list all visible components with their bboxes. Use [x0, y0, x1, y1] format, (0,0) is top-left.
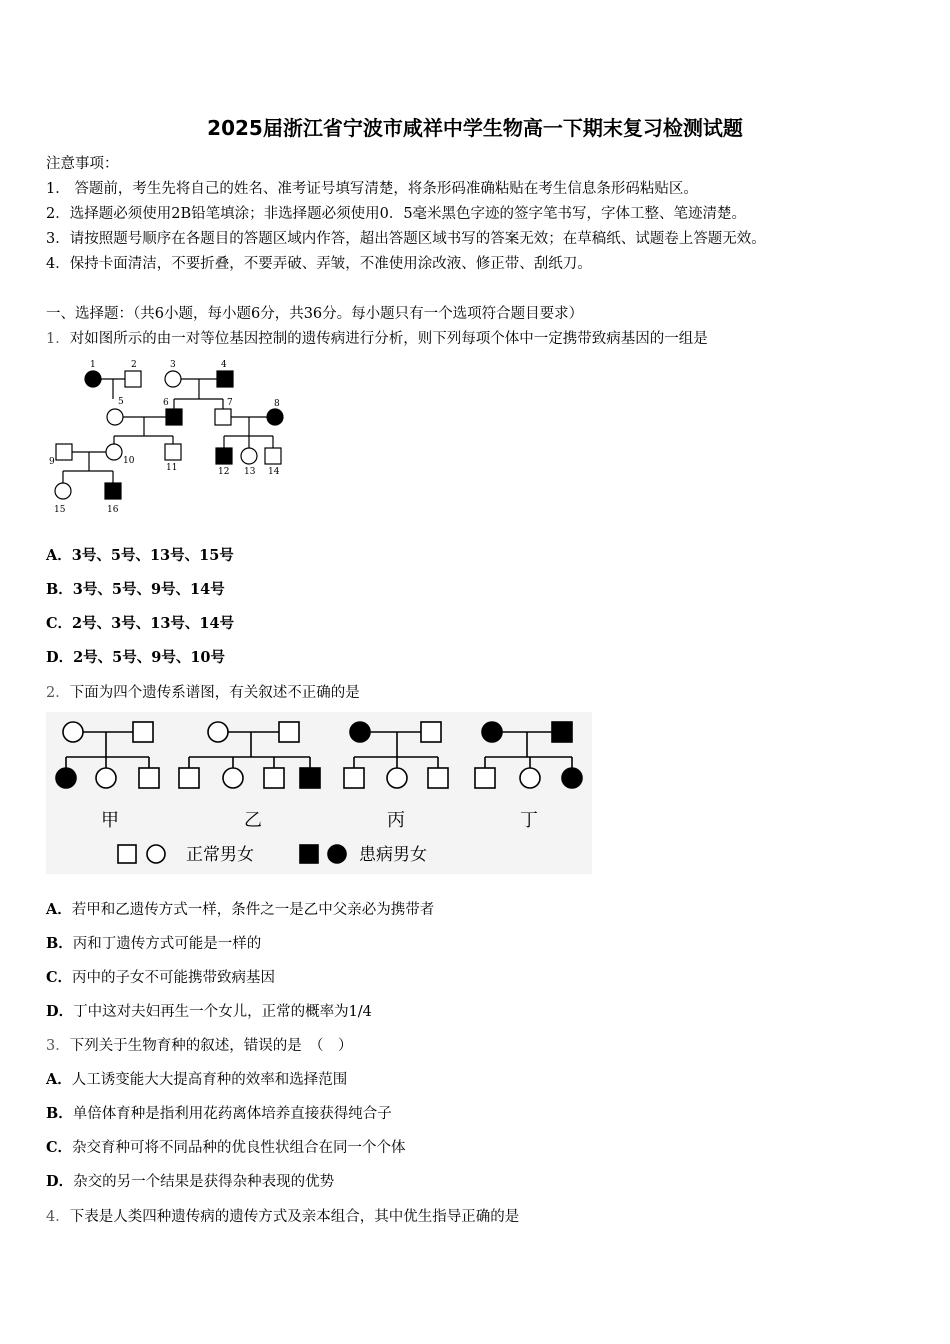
- option-label: A．: [46, 547, 72, 564]
- q2-option-c: [46, 966, 275, 987]
- pedigree-label: 7: [227, 398, 233, 408]
- pedigree-label: 4: [221, 360, 227, 370]
- option-label: B．: [46, 935, 73, 952]
- individual-2-male: [125, 371, 141, 387]
- question-number: 2．: [46, 685, 70, 701]
- option-text: 丙和丁遗传方式可能是一样的: [72, 936, 262, 952]
- question-text: 下面为四个遗传系谱图，有关叙述不正确的是: [69, 685, 360, 701]
- question-text: 下列关于生物育种的叙述，错误的是 （ ）: [69, 1038, 353, 1054]
- option-label: B．: [46, 1105, 73, 1122]
- option-label: B．: [46, 581, 73, 598]
- pedigree-label: 3: [170, 360, 176, 370]
- individual-16-affected-male: [105, 483, 121, 499]
- option-text: 若甲和乙遗传方式一样，条件之一是乙中父亲必为携带者: [71, 902, 435, 918]
- pedigree-figure-q1: [46, 356, 306, 518]
- q1-option-b: [46, 578, 225, 599]
- option-text: 2号、3号、13号、14号: [72, 615, 235, 632]
- individual-1-affected-female: [85, 371, 101, 387]
- individual-12-affected-male: [216, 448, 232, 464]
- notice-item: 2．选择题必须使用2B铅笔填涂；非选择题必须使用0．5毫米黑色字迹的签字笔书写，字体工整、笔迹清楚。: [46, 206, 747, 222]
- notice-item: 1． 答题前，考生先将自己的姓名、准考证号填写清楚，将条形码准确粘贴在考生信息条形码粘贴区。: [46, 181, 698, 197]
- question-text: 对如图所示的由一对等位基因控制的遗传病进行分析，则下列每项个体中一定携带致病基因的一组是: [69, 331, 708, 347]
- pedigree-label: 16: [107, 505, 119, 515]
- question-number: 3．: [46, 1038, 70, 1054]
- pedigree-label: 13: [244, 467, 256, 477]
- option-text: 杂交的另一个结果是获得杂种表现的优势: [73, 1174, 335, 1190]
- pedigree-figure-q2: [46, 712, 592, 874]
- q2-option-a: [46, 898, 434, 919]
- notice-item: 3．请按照题号顺序在各题目的答题区域内作答，超出答题区域书写的答案无效；在草稿纸、试题卷上答题无效。: [46, 231, 766, 247]
- pedigree-label: 2: [131, 360, 137, 370]
- q3-option-c: [46, 1136, 406, 1157]
- individual-9-male: [56, 444, 72, 460]
- q3-option-a: [46, 1068, 347, 1089]
- individual-11-male: [165, 444, 181, 460]
- option-text: 3号、5号、9号、14号: [72, 581, 225, 598]
- pedigree-label: 6: [163, 398, 169, 408]
- question-2-stem: [46, 681, 360, 702]
- family-label: 甲: [101, 810, 119, 831]
- option-label: C．: [46, 1139, 73, 1156]
- notice-heading: 注意事项：: [46, 156, 119, 172]
- page-title: 2025届浙江省宁波市咸祥中学生物高一下期末复习检测试题: [207, 116, 743, 140]
- q2-option-b: [46, 932, 261, 953]
- q2-option-d: [46, 1000, 372, 1021]
- individual-14-male: [265, 448, 281, 464]
- individual-5-female: [107, 409, 123, 425]
- option-label: D．: [46, 649, 74, 666]
- pedigree-label: 1: [90, 360, 96, 370]
- option-label: A．: [46, 901, 72, 918]
- option-label: A．: [46, 1071, 72, 1088]
- section-heading: 一、选择题：（共6小题，每小题6分，共36分。每小题只有一个选项符合题目要求）: [46, 306, 584, 322]
- pedigree-label: 15: [54, 505, 66, 515]
- option-label: C．: [46, 969, 73, 986]
- question-4-stem: [46, 1205, 519, 1226]
- individual-7-male: [215, 409, 231, 425]
- option-text: 杂交育种可将不同品种的优良性状组合在同一个个体: [72, 1140, 406, 1156]
- option-label: D．: [46, 1173, 74, 1190]
- individual-13-female: [241, 448, 257, 464]
- notice-item: 4．保持卡面清洁，不要折叠，不要弄破、弄皱，不准使用涂改液、修正带、刮纸刀。: [46, 256, 592, 272]
- legend-normal-label: 正常男女: [186, 845, 254, 865]
- pedigree-label: 14: [268, 467, 280, 477]
- pedigree-label: 5: [118, 397, 124, 407]
- family-label: 乙: [244, 810, 262, 831]
- option-text: 丁中这对夫妇再生一个女儿，正常的概率为1/4: [73, 1004, 372, 1020]
- individual-4-affected-male: [217, 371, 233, 387]
- pedigree-label: 11: [166, 463, 178, 473]
- question-1-stem: [46, 327, 708, 348]
- family-label: 丁: [520, 810, 538, 831]
- individual-3-female: [165, 371, 181, 387]
- q1-option-a: [46, 544, 234, 565]
- question-3-stem: [46, 1034, 352, 1055]
- family-label: 丙: [387, 810, 405, 831]
- individual-6-affected-male: [166, 409, 182, 425]
- pedigree-label: 8: [274, 399, 280, 409]
- option-label: D．: [46, 1003, 74, 1020]
- question-number: 1．: [46, 331, 70, 347]
- option-text: 人工诱变能大大提高育种的效率和选择范围: [71, 1072, 348, 1088]
- individual-8-affected-female: [267, 409, 283, 425]
- legend-affected-label: 患病男女: [359, 845, 427, 865]
- question-number: 4．: [46, 1209, 70, 1225]
- option-text: 3号、5号、13号、15号: [71, 547, 234, 564]
- pedigree-label: 12: [218, 467, 230, 477]
- question-text: 下表是人类四种遗传病的遗传方式及亲本组合，其中优生指导正确的是: [69, 1209, 520, 1225]
- q1-option-d: [46, 646, 225, 667]
- option-label: C．: [46, 615, 73, 632]
- pedigree-label: 10: [123, 456, 135, 466]
- option-text: 2号、5号、9号、10号: [73, 649, 226, 666]
- option-text: 单倍体育种是指利用花药离体培养直接获得纯合子: [72, 1106, 392, 1122]
- pedigree-label: 9: [49, 457, 55, 467]
- individual-10-female: [106, 444, 122, 460]
- q3-option-b: [46, 1102, 392, 1123]
- individual-15-female: [55, 483, 71, 499]
- option-text: 丙中的子女不可能携带致病基因: [72, 970, 276, 986]
- q3-option-d: [46, 1170, 334, 1191]
- q1-option-c: [46, 612, 234, 633]
